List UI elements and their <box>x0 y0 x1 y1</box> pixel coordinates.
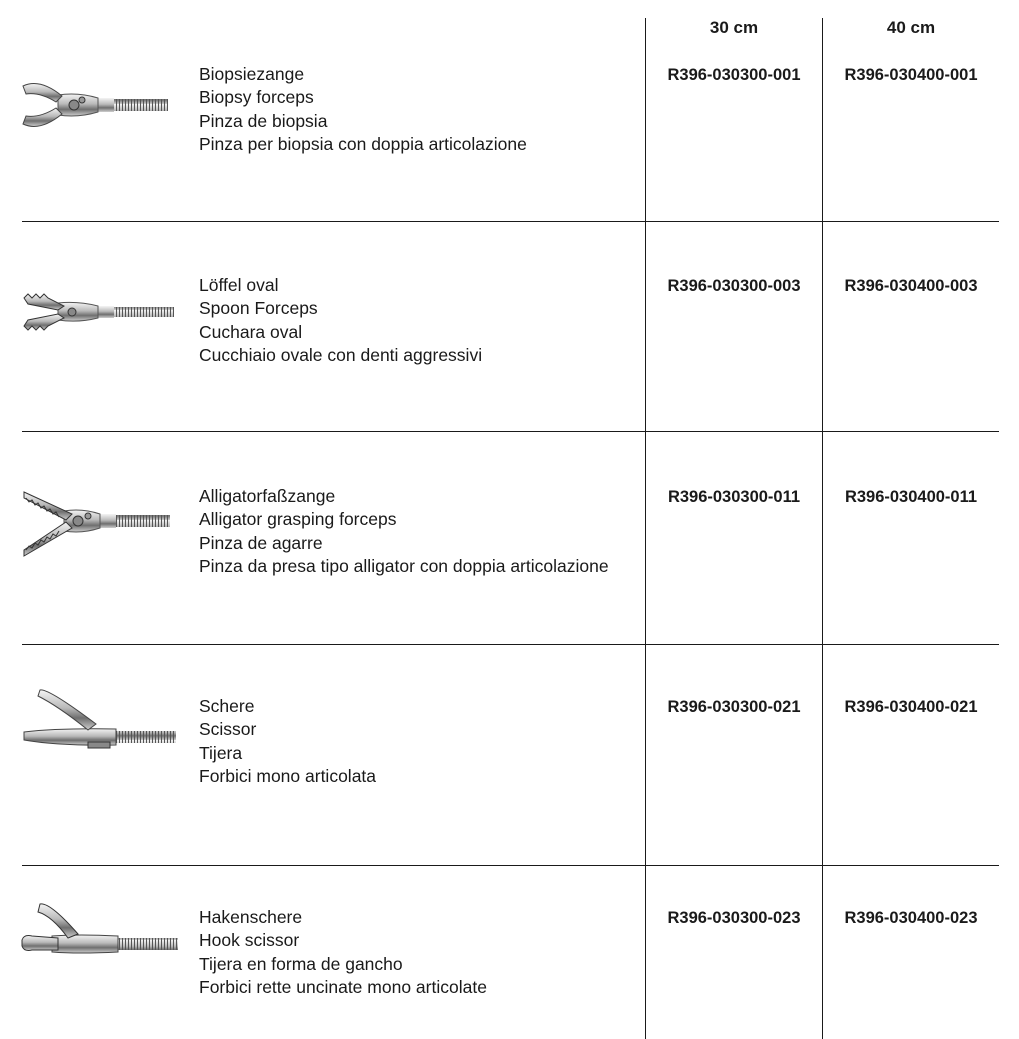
name-spanish: Cuchara oval <box>199 321 303 342</box>
article-code-40cm: R396-030400-003 <box>844 277 978 295</box>
name-spanish: Pinza de biopsia <box>199 110 328 131</box>
row-divider-2 <box>22 431 999 432</box>
column-header-40cm: 40 cm <box>886 18 936 37</box>
hook-scissor-icon <box>18 898 188 988</box>
name-german: Alligatorfaßzange <box>199 486 336 506</box>
name-german: Schere <box>199 696 255 716</box>
name-italian: Pinza per biopsia con doppia articolazione <box>199 133 527 154</box>
name-german: Biopsiezange <box>199 64 305 84</box>
name-english: Spoon Forceps <box>199 298 318 319</box>
column-header-30cm: 30 cm <box>709 18 759 37</box>
name-italian: Forbici mono articolata <box>199 765 377 786</box>
product-description <box>199 485 609 578</box>
product-description <box>199 695 376 788</box>
name-english: Alligator grasping forceps <box>199 509 397 530</box>
article-code-40cm: R396-030400-001 <box>844 66 978 84</box>
scissor-icon <box>18 684 188 774</box>
article-code-30cm: R396-030300-021 <box>667 698 801 716</box>
article-code-30cm: R396-030300-003 <box>667 277 801 295</box>
name-english: Scissor <box>199 719 257 740</box>
name-german: Hakenschere <box>199 907 303 927</box>
product-description <box>199 63 527 156</box>
article-code-30cm: R396-030300-011 <box>667 488 801 506</box>
biopsy-forceps-icon <box>18 62 188 152</box>
name-spanish: Tijera <box>199 742 243 763</box>
name-italian: Pinza da presa tipo alligator con doppia articolazione <box>199 555 609 576</box>
name-english: Biopsy forceps <box>199 87 314 108</box>
name-spanish: Pinza de agarre <box>199 532 323 553</box>
row-divider-4 <box>22 865 999 866</box>
name-italian: Forbici rette uncinate mono articolate <box>199 976 487 997</box>
row-divider-1 <box>22 221 999 222</box>
product-description <box>199 274 482 367</box>
column-divider-1 <box>645 18 646 1039</box>
alligator-forceps-icon <box>18 478 188 568</box>
article-code-30cm: R396-030300-023 <box>667 909 801 927</box>
name-english: Hook scissor <box>199 930 300 951</box>
row-divider-3 <box>22 644 999 645</box>
name-italian: Cucchiaio ovale con denti aggressivi <box>199 344 483 365</box>
name-spanish: Tijera en forma de gancho <box>199 953 403 974</box>
article-code-40cm: R396-030400-011 <box>844 488 978 506</box>
article-code-30cm: R396-030300-001 <box>667 66 801 84</box>
spoon-forceps-icon <box>18 268 188 358</box>
article-code-40cm: R396-030400-021 <box>844 698 978 716</box>
column-divider-2 <box>822 18 823 1039</box>
article-code-40cm: R396-030400-023 <box>844 909 978 927</box>
product-description <box>199 906 487 999</box>
name-german: Löffel oval <box>199 275 279 295</box>
